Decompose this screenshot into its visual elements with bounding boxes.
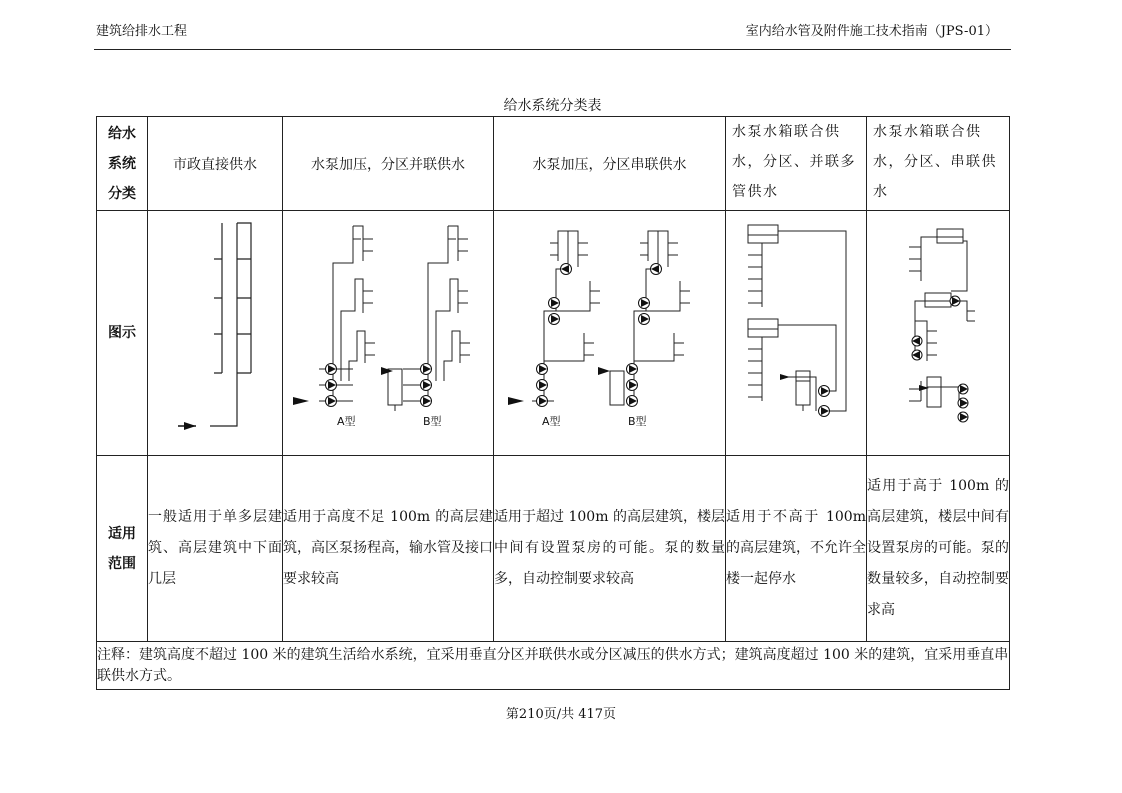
col-header-pump-tank-series: 水泵水箱联合供水，分区、串联供水 <box>867 117 1010 211</box>
col-header-pump-series: 水泵加压，分区串联供水 <box>494 117 726 211</box>
diagram-label-a: A型 <box>542 415 561 428</box>
diagram-pump-tank-parallel <box>726 211 867 456</box>
diagram-pump-tank-parallel-svg <box>726 211 867 455</box>
note-row <box>97 642 1010 690</box>
scope-pump-tank-series: 适用于高于 100m 的高层建筑，楼层中间有设置泵房的可能。泵的数量较多，自动控制要求高 <box>867 456 1010 642</box>
header-right-title: 室内给水管及附件施工技术指南（JPS-01） <box>745 24 998 39</box>
diagram-pump-series-svg <box>494 211 726 455</box>
row-label-diagram: 图示 <box>97 211 148 456</box>
col-header-pump-parallel: 水泵加压，分区并联供水 <box>283 117 494 211</box>
diagram-pump-tank-series <box>867 211 1010 456</box>
row-label-scope: 适用范围 <box>97 456 148 642</box>
page-number: 第210页/共 417页 <box>505 707 617 722</box>
water-supply-classification-table <box>96 116 1010 690</box>
scope-pump-series: 适用于超过 100m 的高层建筑，楼层中间有设置泵房的可能。泵的数量多，自动控制要求较高 <box>494 456 726 642</box>
diagram-label-b: B型 <box>628 415 647 428</box>
header-left-title: 建筑给排水工程 <box>96 24 188 39</box>
classification-row <box>97 117 1010 211</box>
diagram-row <box>97 211 1010 456</box>
table-note: 注释：建筑高度不超过 100 米的建筑生活给水系统，宜采用垂直分区并联供水或分区减压的供水方式；建筑高度超过 100 米的建筑，宜采用垂直串联供水方式。 <box>97 642 1010 690</box>
diagram-pump-parallel <box>283 211 494 456</box>
scope-pump-parallel: 适用于高度不足 100m 的高层建筑，高区泵扬程高，输水管及接口要求较高 <box>283 456 494 642</box>
scope-pump-tank-parallel: 适用于不高于 100m 的高层建筑，不允许全楼一起停水 <box>726 456 867 642</box>
diagram-pump-tank-series-svg <box>867 211 1010 455</box>
diagram-direct-svg <box>148 211 283 455</box>
scope-direct: 一般适用于单多层建筑、高层建筑中下面几层 <box>148 456 283 642</box>
diagram-label-b: B型 <box>423 415 442 428</box>
table-caption: 给水系统分类表 <box>503 98 602 114</box>
diagram-pump-series <box>494 211 726 456</box>
diagram-direct <box>148 211 283 456</box>
row-label-classification: 给水系统分类 <box>97 117 148 211</box>
col-header-direct: 市政直接供水 <box>148 117 283 211</box>
col-header-pump-tank-parallel: 水泵水箱联合供水，分区、并联多管供水 <box>726 117 867 211</box>
diagram-label-a: A型 <box>337 415 356 428</box>
header-rule <box>94 49 1011 50</box>
diagram-pump-parallel-svg <box>283 211 494 455</box>
scope-row <box>97 456 1010 642</box>
